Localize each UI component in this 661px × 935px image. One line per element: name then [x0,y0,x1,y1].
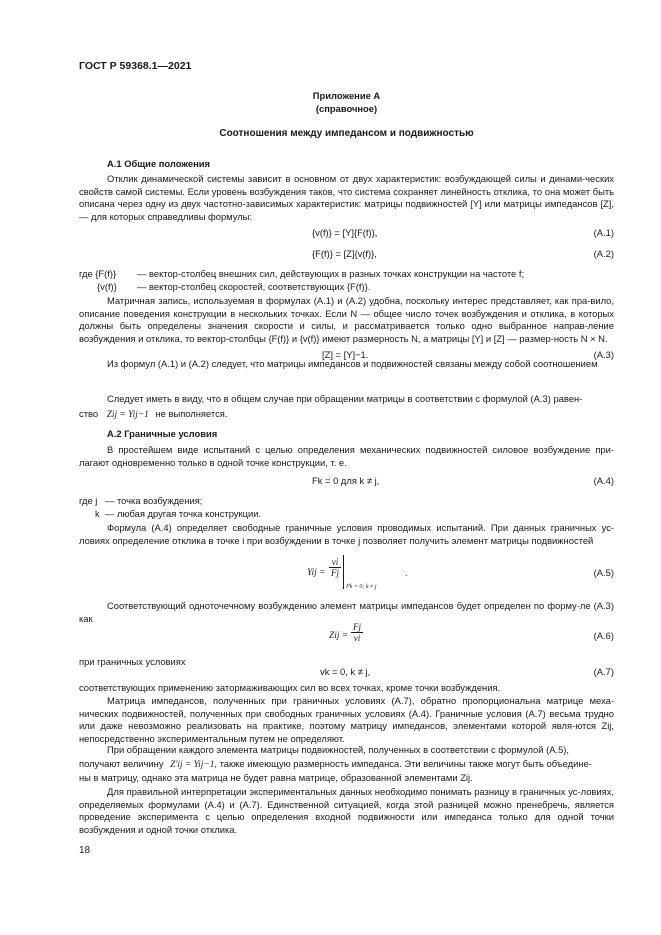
where-term-velocity: {v(f)} [97,281,117,292]
section-a1-paragraph-4b [79,408,227,422]
formula-a6 [79,622,614,652]
formula-a6-number: (А.6) [593,630,614,641]
formula-a5-condition: Fk = 0; k ≠ j [346,584,377,590]
formula-a5-denominator: Fj [331,568,339,578]
appendix-subtitle: (справочное) [315,103,378,114]
p7b-prefix: получают величину [79,758,164,769]
appendix-title: Приложение А [312,90,381,101]
section-a2-paragraph-7a: При обращении каждого элемента матрицы подвижностей, полученных в соответствии с формулой (А.5), [107,744,570,755]
formula-a5-number: (А.5) [593,567,614,578]
p4b-prefix: ство [79,408,99,419]
formula-a7-number: (А.7) [593,666,614,677]
formula-a3-expression: [Z] = [Y]−1. [322,349,369,360]
formula-a5-numerator: vi [329,557,341,568]
page-number: 18 [79,845,91,856]
section-a1-paragraph-1: Отклик динамической системы зависит в основном от двух характеристик: возбуждающей силы и динами-ческих свойств самой системы. Если уровень возбуждения таков, что система сохраняет линейность отклика, то она может быть описана через одну из двух частотно-зависимых характеристик: матрицы подвижностей [Y] или матрицы импедансов [Z], — для которых справедливы формулы: [79,173,614,223]
where-term-j: где j [79,495,98,506]
formula-a5-eval-bar [343,555,344,589]
section-a2-paragraph-4: при граничных условиях [79,656,186,667]
formula-a4-number: (А.4) [593,475,614,486]
formula-a6-lhs: Zij = [329,631,349,641]
formula-a2-expression: {F(f)} = [Z]{v(f)}, [312,248,377,259]
formula-a6-numerator: Fj [353,622,361,632]
formula-a3-number: (А.3) [593,349,614,360]
section-a2-paragraph-7c: ны в матрицу, однако эта матрица не будет равна матрице, образованной элементами Zij. [79,772,473,783]
where-def-force: — вектор-столбец внешних сил, действующих в разных точках конструкции на частоте f; [137,268,525,279]
where-def-velocity: — вектор-столбец скоростей, соответствующих {F(f)}. [137,281,371,292]
section-a2-paragraph-8: Для правильной интерпретации экспериментальных данных необходимо понимать разницу в граничных ус-ловиях, определяемых формулами (А.4) и (А.7). Единственной ситуацией, когда этой разницей можно пренебречь, является проведение эксперимента с целью определения входной подвижности или импеданса только для одной точки возбуждения и одной точки отклика. [79,786,614,836]
where-term-force: где {F(f)} [79,268,117,279]
formula-a4-expression: Fk = 0 для k ≠ j, [312,475,380,486]
where-def-j: — точка возбуждения; [105,495,203,506]
p4b-suffix: не выполняется. [155,408,228,419]
section-a1-paragraph-4a: Следует иметь в виду, что в общем случае при обращении матрицы в соответствии с формулой (А.3) равен- [107,393,583,404]
p7b-suffix: , также имеющую размерность импеданса. Эти величины также могут быть объедине- [214,758,592,769]
section-a1-title: А.1 Общие положения [107,158,210,169]
appendix-heading: Соотношения между импедансом и подвижностью [219,128,474,139]
where-term-k: k [95,508,100,519]
section-a2-title: А.2 Граничные условия [107,428,218,439]
p7b-equation: Z′ij = Yij−1 [170,760,215,770]
formula-a5-end: . [405,567,408,578]
section-a2-paragraph-1: В простейшем виде испытаний с целью определения механических подвижностей силовое возбуждение при-лагают одновременно только в одной точке конструкции, т. е. [79,444,614,468]
formula-a5-lhs: Yij = [307,568,326,578]
section-a1-paragraph-3: Из формул (А.1) и (А.2) следует, что матрицы импедансов и подвижностей связаны между собой соотношением [107,358,598,369]
formula-a5-fraction [329,557,341,578]
formula-a6-fraction [351,622,363,643]
formula-a1-expression: {v(f)} = [Y]{F(f)}, [312,227,378,238]
section-a2-paragraph-7b [79,758,614,772]
formula-a5 [79,555,614,595]
formula-a2-number: (А.2) [593,248,614,259]
formula-a7-expression: vk = 0, k ≠ j, [320,666,371,677]
where-def-k: — любая другая точка конструкции. [105,508,262,519]
formula-a6-denominator: vi [353,633,361,643]
section-a1-paragraph-2: Матричная запись, используемая в формулах (А.1) и (А.2) удобна, поскольку интерес представляет, как пра-вило, описание поведения конструкции в нескольких точках. Если N — общее число точек возбуждения и отклика, в которых должны быть определены значения скорости и силы, и рассматривается только одно выбранное направ-ление возбуждения и отклика, то вектор-столбцы {F(f)} и {v(f)} имеют размерность N, а матрицы [Y] и [Z] — размер-ность N × N. [79,295,614,345]
formula-a1-number: (А.1) [593,227,614,238]
section-a2-paragraph-2: Формула (А.4) определяет свободные граничные условия проводимых испытаний. При данных граничных ус-ловиях определение отклика в точке i при возбуждении в точке j позволяет получить элемент матрицы подвижностей [79,522,614,546]
section-a2-paragraph-5: соответствующих применению затормаживающих сил во всех точках, кроме точки возбуждения. [79,682,501,693]
p4b-equation: Zij = Yij−1 [106,410,149,420]
section-a2-paragraph-6: Матрица импедансов, полученных при граничных условиях (А.7), обратно пропорциональна матрице меха-нических подвижностей, полученных при свободных граничных условиях (А.4). Граничные условия (А.7) весьма трудно или даже невозможно реализовать на практике, поэтому матрицу импедансов, элементами которой явля-ются Zij, непосредственно экспериментальным путем не определяют. [79,695,614,745]
standard-header: ГОСТ Р 59368.1—2021 [79,60,192,72]
section-a2-paragraph-3: Соответствующий одноточечному возбуждению элемент матрицы импедансов будет определен по форму-ле (А.3) как [79,600,614,624]
